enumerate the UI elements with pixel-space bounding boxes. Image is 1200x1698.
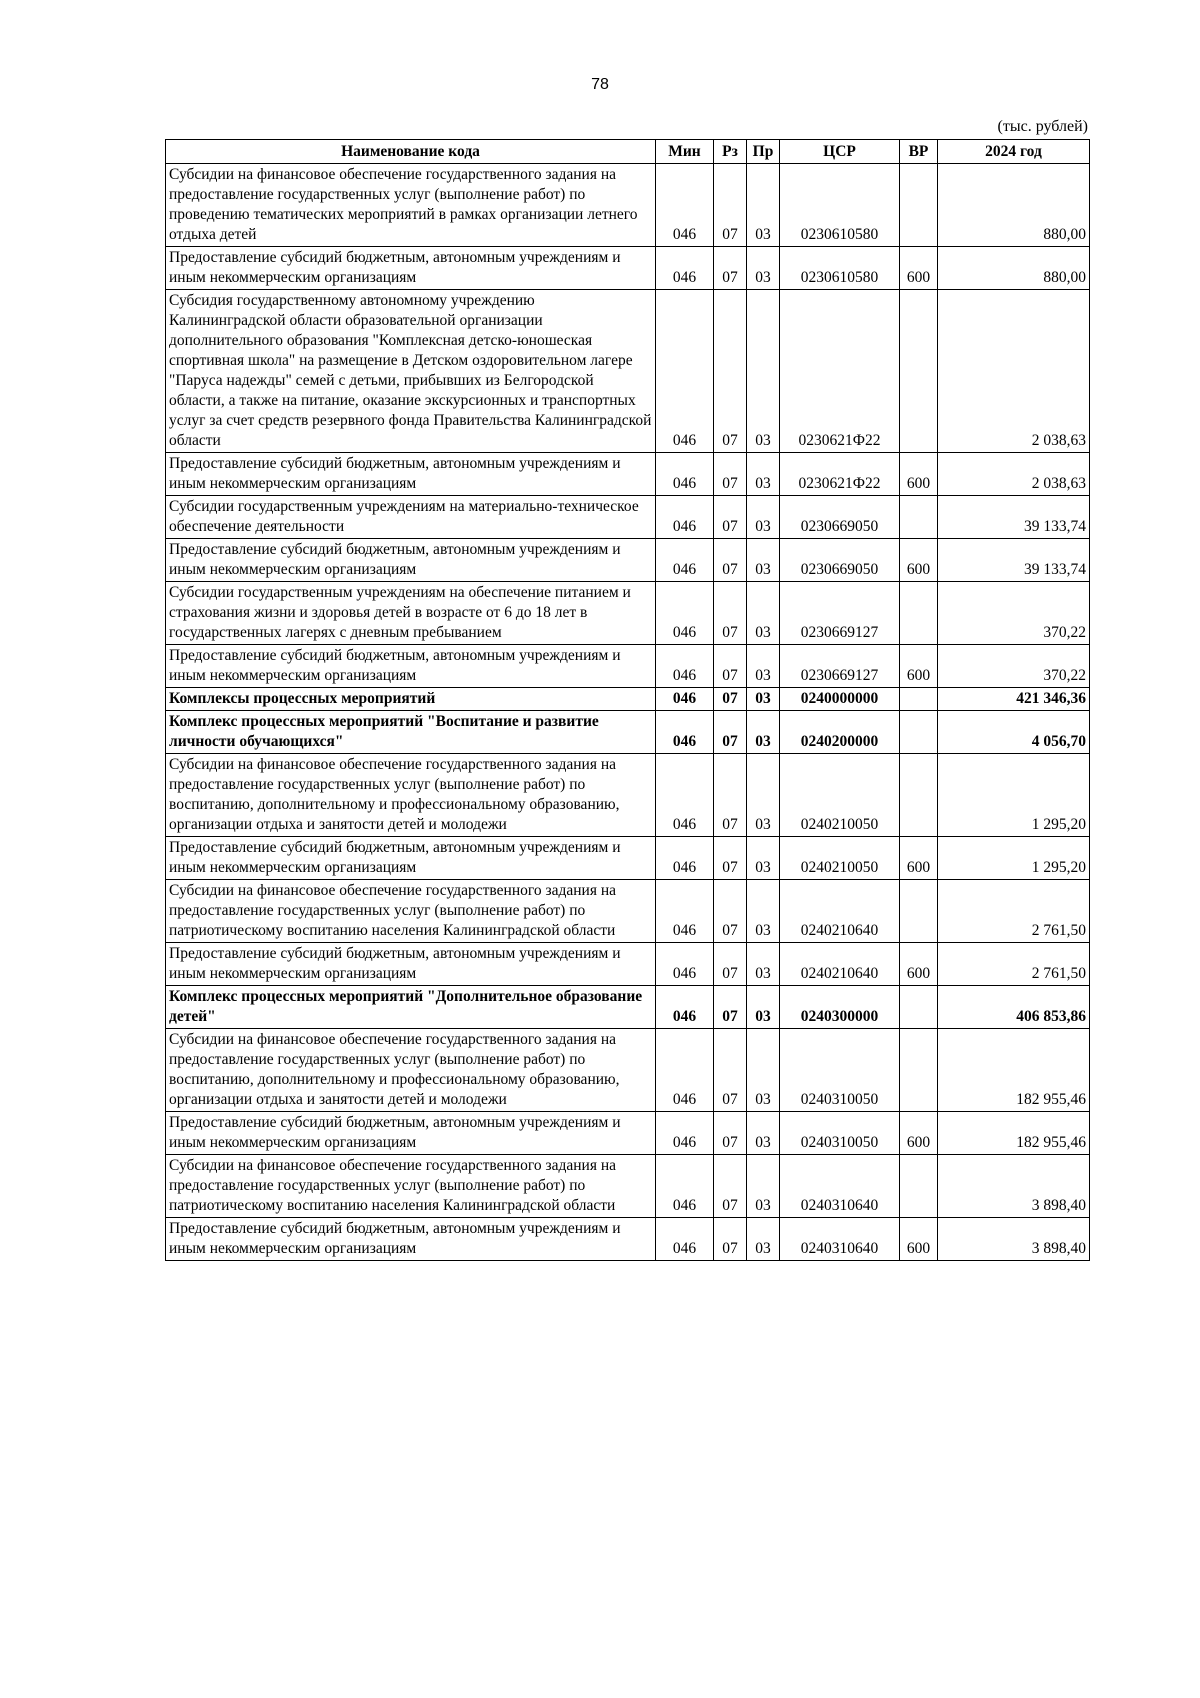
cell-pr: 03 [747,539,780,582]
table-row [166,754,1090,837]
cell-vr [900,754,938,837]
cell-amount: 39 133,74 [938,496,1090,539]
cell-rz: 07 [714,688,747,711]
table-row [166,688,1090,711]
cell-vr: 600 [900,645,938,688]
cell-vr [900,711,938,754]
cell-name: Субсидии на финансовое обеспечение государственного задания на предоставление государственных услуг (выполнение работ) по патриотическому воспитанию населения Калининградской области [166,880,656,943]
cell-pr: 03 [747,1112,780,1155]
cell-vr: 600 [900,539,938,582]
cell-min: 046 [656,164,714,247]
cell-vr: 600 [900,453,938,496]
cell-csr: 0240310050 [780,1112,900,1155]
cell-amount: 421 346,36 [938,688,1090,711]
cell-csr: 0240210050 [780,837,900,880]
table-row [166,943,1090,986]
table-row [166,645,1090,688]
cell-min: 046 [656,986,714,1029]
table-row [166,1218,1090,1261]
cell-min: 046 [656,1218,714,1261]
table-row [166,1155,1090,1218]
cell-name: Субсидии на финансовое обеспечение государственного задания на предоставление государственных услуг (выполнение работ) по проведению тематических мероприятий в рамках организации летнего отдыха детей [166,164,656,247]
cell-name: Комплекс процессных мероприятий "Дополнительное образование детей" [166,986,656,1029]
cell-name: Предоставление субсидий бюджетным, автономным учреждениям и иным некоммерческим организациям [166,837,656,880]
cell-vr: 600 [900,1112,938,1155]
cell-vr: 600 [900,1218,938,1261]
cell-rz: 07 [714,582,747,645]
cell-min: 046 [656,1112,714,1155]
cell-name: Предоставление субсидий бюджетным, автономным учреждениям и иным некоммерческим организациям [166,645,656,688]
cell-csr: 0240310640 [780,1218,900,1261]
page-number: 78 [591,76,609,93]
cell-csr: 0230669050 [780,539,900,582]
cell-amount: 39 133,74 [938,539,1090,582]
cell-rz: 07 [714,645,747,688]
cell-amount: 3 898,40 [938,1155,1090,1218]
cell-name: Субсидии на финансовое обеспечение государственного задания на предоставление государственных услуг (выполнение работ) по воспитанию, дополнительному и профессиональному образованию, организации отдыха и занятости детей и молодежи [166,1029,656,1112]
cell-rz: 07 [714,986,747,1029]
table-row [166,1029,1090,1112]
cell-min: 046 [656,880,714,943]
cell-amount: 2 761,50 [938,943,1090,986]
table-row [166,711,1090,754]
cell-vr [900,688,938,711]
cell-rz: 07 [714,1029,747,1112]
header-rz: Рз [714,140,747,164]
cell-min: 046 [656,453,714,496]
cell-pr: 03 [747,645,780,688]
cell-pr: 03 [747,247,780,290]
cell-vr: 600 [900,247,938,290]
cell-csr: 0240300000 [780,986,900,1029]
cell-min: 046 [656,711,714,754]
cell-amount: 406 853,86 [938,986,1090,1029]
cell-csr: 0240200000 [780,711,900,754]
header-vr: ВР [900,140,938,164]
cell-name: Комплекс процессных мероприятий "Воспитание и развитие личности обучающихся" [166,711,656,754]
cell-rz: 07 [714,711,747,754]
table-row [166,496,1090,539]
cell-rz: 07 [714,754,747,837]
table-row [166,986,1090,1029]
table-header-row [166,140,1090,164]
cell-csr: 0240210050 [780,754,900,837]
cell-amount: 880,00 [938,164,1090,247]
header-csr: ЦСР [780,140,900,164]
cell-amount: 4 056,70 [938,711,1090,754]
cell-rz: 07 [714,1112,747,1155]
cell-amount: 370,22 [938,645,1090,688]
cell-vr [900,582,938,645]
cell-csr: 0230621Ф22 [780,453,900,496]
cell-min: 046 [656,754,714,837]
cell-pr: 03 [747,1029,780,1112]
cell-min: 046 [656,645,714,688]
cell-rz: 07 [714,496,747,539]
cell-pr: 03 [747,582,780,645]
cell-csr: 0230621Ф22 [780,290,900,453]
cell-pr: 03 [747,164,780,247]
cell-min: 046 [656,837,714,880]
table-row [166,1112,1090,1155]
cell-csr: 0230669050 [780,496,900,539]
cell-amount: 182 955,46 [938,1029,1090,1112]
cell-name: Субсидии на финансовое обеспечение государственного задания на предоставление государственных услуг (выполнение работ) по воспитанию, дополнительному и профессиональному образованию, организации отдыха и занятости детей и молодежи [166,754,656,837]
budget-table [165,139,1090,1261]
cell-pr: 03 [747,1155,780,1218]
header-pr: Пр [747,140,780,164]
cell-rz: 07 [714,164,747,247]
cell-name: Субсидии государственным учреждениям на обеспечение питанием и страхования жизни и здоровья детей в возрасте от 6 до 18 лет в государственных лагерях с дневным пребыванием [166,582,656,645]
cell-csr: 0240000000 [780,688,900,711]
cell-min: 046 [656,496,714,539]
cell-vr [900,496,938,539]
cell-vr [900,986,938,1029]
cell-amount: 2 038,63 [938,453,1090,496]
cell-csr: 0240210640 [780,943,900,986]
table-row [166,453,1090,496]
cell-pr: 03 [747,880,780,943]
cell-vr [900,164,938,247]
cell-min: 046 [656,688,714,711]
cell-name: Комплексы процессных мероприятий [166,688,656,711]
cell-rz: 07 [714,837,747,880]
cell-pr: 03 [747,290,780,453]
cell-vr [900,290,938,453]
cell-name: Предоставление субсидий бюджетным, автономным учреждениям и иным некоммерческим организациям [166,453,656,496]
cell-vr [900,1029,938,1112]
cell-csr: 0230669127 [780,645,900,688]
cell-min: 046 [656,539,714,582]
cell-vr [900,1155,938,1218]
cell-vr: 600 [900,837,938,880]
cell-pr: 03 [747,943,780,986]
cell-vr [900,880,938,943]
cell-name: Предоставление субсидий бюджетным, автономным учреждениям и иным некоммерческим организациям [166,1218,656,1261]
cell-min: 046 [656,1155,714,1218]
table-body [166,164,1090,1261]
cell-rz: 07 [714,1218,747,1261]
cell-pr: 03 [747,711,780,754]
cell-rz: 07 [714,247,747,290]
cell-amount: 370,22 [938,582,1090,645]
cell-amount: 182 955,46 [938,1112,1090,1155]
cell-amount: 1 295,20 [938,754,1090,837]
cell-vr: 600 [900,943,938,986]
table-row [166,880,1090,943]
cell-csr: 0230610580 [780,164,900,247]
cell-name: Предоставление субсидий бюджетным, автономным учреждениям и иным некоммерческим организациям [166,1112,656,1155]
cell-amount: 3 898,40 [938,1218,1090,1261]
cell-name: Предоставление субсидий бюджетным, автономным учреждениям и иным некоммерческим организациям [166,247,656,290]
cell-pr: 03 [747,754,780,837]
cell-csr: 0230610580 [780,247,900,290]
cell-rz: 07 [714,539,747,582]
cell-amount: 880,00 [938,247,1090,290]
header-name: Наименование кода [166,140,656,164]
cell-rz: 07 [714,453,747,496]
cell-pr: 03 [747,688,780,711]
units-label: (тыс. рублей) [997,118,1088,135]
cell-pr: 03 [747,453,780,496]
cell-name: Предоставление субсидий бюджетным, автономным учреждениям и иным некоммерческим организациям [166,539,656,582]
cell-csr: 0230669127 [780,582,900,645]
cell-pr: 03 [747,496,780,539]
cell-csr: 0240310640 [780,1155,900,1218]
cell-pr: 03 [747,837,780,880]
header-min: Мин [656,140,714,164]
table-row [166,164,1090,247]
cell-min: 046 [656,1029,714,1112]
table-row [166,582,1090,645]
cell-name: Субсидии государственным учреждениям на материально-техническое обеспечение деятельности [166,496,656,539]
table-row [166,539,1090,582]
cell-pr: 03 [747,986,780,1029]
table-row [166,837,1090,880]
cell-rz: 07 [714,943,747,986]
cell-min: 046 [656,943,714,986]
cell-name: Предоставление субсидий бюджетным, автономным учреждениям и иным некоммерческим организациям [166,943,656,986]
cell-name: Субсидии на финансовое обеспечение государственного задания на предоставление государственных услуг (выполнение работ) по патриотическому воспитанию населения Калининградской области [166,1155,656,1218]
cell-amount: 2 761,50 [938,880,1090,943]
cell-rz: 07 [714,880,747,943]
cell-min: 046 [656,247,714,290]
cell-min: 046 [656,582,714,645]
cell-csr: 0240310050 [780,1029,900,1112]
cell-pr: 03 [747,1218,780,1261]
cell-rz: 07 [714,1155,747,1218]
cell-rz: 07 [714,290,747,453]
cell-csr: 0240210640 [780,880,900,943]
cell-min: 046 [656,290,714,453]
cell-amount: 1 295,20 [938,837,1090,880]
table-row [166,247,1090,290]
cell-name: Субсидия государственному автономному учреждению Калининградской области образовательной организации дополнительного образования "Комплексная детско-юношеская спортивная школа" на размещение в Детском оздоровительном лагере "Паруса надежды" семей с детьми, прибывших из Белгородской области, а также на питание, оказание экскурсионных и транспортных услуг за счет средств резервного фонда Правительства Калининградской области [166,290,656,453]
header-year: 2024 год [938,140,1090,164]
cell-amount: 2 038,63 [938,290,1090,453]
table-row [166,290,1090,453]
